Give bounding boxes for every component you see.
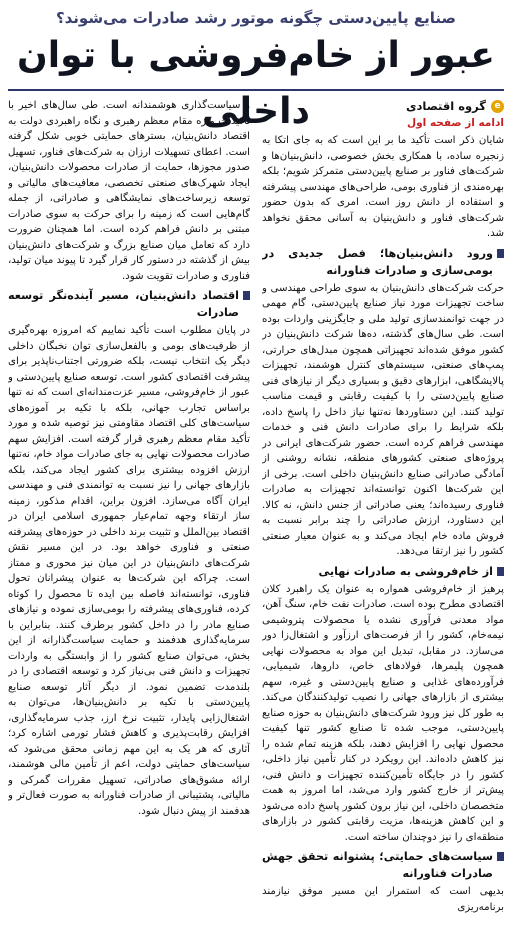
subheading-text: از خام‌فروشی به صادرات نهایی <box>318 564 493 578</box>
subheading-raw-to-final <box>262 563 504 580</box>
header-divider <box>8 89 504 91</box>
article-kicker: صنایع پایین‌دستی چگونه موتور رشد صادرات می‌شوند؟ <box>55 9 457 27</box>
subheading-knowledge-based <box>262 245 504 279</box>
section3-paragraph: بدیهی است که استمرار این مسیر موفق نیازمند برنامه‌ریزی <box>262 886 504 913</box>
desk-byline <box>262 98 504 115</box>
continued-from-front-page: ادامه از صفحه اول <box>407 117 504 129</box>
section-marker-icon <box>243 291 250 300</box>
subheading-support-policies <box>262 848 504 882</box>
conclusion-paragraph: در پایان مطلوب است تأکید نماییم که امروزه بهره‌گیری از ظرفیت‌های بومی و بالفعل‌سازی توان نخبگان داخلی دیگر یک انتخاب نیست، بلکه ضرورتی اجتناب‌ناپذیر برای پیشرفت اقتصادی کشور است. توسعه صنایع پایین‌دستی و عبور از خام‌فروشی، مسیر عزت‌مندانه‌ای است که نه تنها براساس تجارب جهانی، بلکه با تکیه بر آموزه‌های سیاست‌های کلی اقتصاد مقاومتی نیز توصیه شده و مورد تأکید مقام معظم رهبری قرار گرفته است. افزایش سهم صادرات محصولات نهایی به جای صادرات مواد خام، نه‌تنها ارزش افزوده بیشتری برای کشور ایجاد می‌کند، بلکه بازارهای جهانی را نیز نسبت به توانمندی فنی و مهندسی ایران آگاه می‌سازد. افزون براین، اقدام مذکور، زمینه ساز ارتقاء وجهه تمام‌عیار جمهوری اسلامی ایران در اقتصاد بین‌الملل و تثبیت برند داخلی در حوزه‌های پیشرفته صنعتی و فناوری خواهد بود. در این مسیر نقش شرکت‌های دانش‌بنیان در این میان نیز محوری و ممتاز است. چراکه این شرکت‌ها به عنوان پیشرانان تحول فناوری، توانسته‌اند فاصله بین ایده تا محصول را کوتاه کرده، فناوری‌های پیشرفته را بومی‌سازی نموده و نیازهای صنایع مادر را در داخل کشور برطرف کنند. بنابراین با سرمایه‌گذاری هدفمند و حمایت سیاست‌گذارانه از این بخش، می‌توان صنایع کشور را از وابستگی به واردات تجهیزات و دانش فنی بی‌نیاز کرد و توسعه اقتصادی را در بلندمدت تضمین نمود. از دیگر آثار توسعه صنایع پایین‌دستی با تکیه بر دانش‌بنیان‌ها، می‌توان به اشتغال‌زایی پایدار، تثبیت نرخ ارز، جذب سرمایه‌گذاری، افزایش رقابت‌پذیری و کاهش فشار تورمی اشاره کرد؛ آثاری که هر یک به این مهم زمانی محقق می‌شود که سیاست‌های حمایتی دولت، اعم از تأمین مالی هوشمند، ارائه مشوق‌های صادراتی، تسهیل مقررات گمرکی و مالیاتی، پشتیبانی از صادرات فناورانه به صورت فعال‌تر و هدفمند از پیش دنبال شود. <box>8 325 250 817</box>
subheading-knowledge-economy <box>8 287 250 321</box>
left-column <box>8 98 250 930</box>
section-marker-icon <box>497 567 504 576</box>
section1-paragraph: حرکت شرکت‌های دانش‌بنیان به سوی طراحی مهندسی و ساخت تجهیزات مورد نیاز صنایع پایین‌دستی، گام مهمی در جهت توانمندسازی تولید ملی و جایگزینی واردات بوده است. طی سال‌های گذشته، ده‌ها شرکت دانش‌بنیان در کشور موفق شده‌اند تجهیزاتی همچون مبدل‌های حرارتی، پمپ‌های صنعتی، سیستم‌های کنترل هوشمند، تجهیزات پالایشگاهی، ابزارهای دقیق و بسیاری دیگر از نیازهای فنی صنایع پایین‌دستی را با کیفیت رقابتی و قیمت مناسب تولید کنند. این دستاوردها نه‌تنها نیاز داخل را پاسخ داده، بلکه شرایط را برای صادرات دانش فنی و خدمات مهندسی فراهم کرده است. حضور شرکت‌های ایرانی در پروژه‌های صنعتی کشورهای منطقه، نشانه روشنی از آمادگی صادراتی صنایع دانش‌بنیان داخلی است. برخی از این شرکت‌ها اکنون توانسته‌اند تجهیزات به صادرات فناوری رسیده‌اند؛ یعنی صادراتی از جنس دانش، نه کالا. این دستاورد، ارزش صادراتی را چند برابر نسبت به فروش ماده خام ایجاد می‌کند و به عنوان معیار صنعتی کشور را نیز ارتقا می‌دهد. <box>262 282 504 557</box>
article-headline: عبور از خام‌فروشی با توان داخلی <box>17 35 495 132</box>
right-column <box>262 98 504 930</box>
subheading-text: ورود دانش‌بنیان‌ها؛ فصل جدیدی در بومی‌سازی و صادرات فناورانه <box>262 246 493 277</box>
section-marker-icon <box>497 249 504 258</box>
intro-paragraph: شایان ذکر است تأکید ما بر این است که به جای اتکا به زنجیره ساده، با همکاری بخش خصوصی، دانش‌بنیان‌ها و شرکت‌های فناور بر صنایع پایین‌دستی متمرکز شویم؛ بلکه بهره‌مندی از فناوری بومی، طراحی‌های مهندسی پیشرفته و استفاده از دانش روز است. امری که بدون حضور شرکت‌های فناور و دانش‌بنیان به آسانی محقق نخواهد شد. <box>262 135 504 239</box>
section2-paragraph: پرهیز از خام‌فروشی همواره به عنوان یک راهبرد کلان اقتصادی مطرح بوده است. صادرات نفت خام، سنگ آهن، مواد معدنی فرآوری نشده یا محصولات پتروشیمی نیمه‌خام، کشور را از فرصت‌های ارزآور و اشتغال‌زا دور می‌سازد. در مقابل، تبدیل این مواد به محصولات نهایی همچون پلیمرها، فولادهای خاص، داروها، شیمیایی، فرآورده‌های غذایی و صنایع پایین‌دستی و غیره، سهم بیشتری از بازارهای جهانی را نصیب تولیدکنندگان می‌کند. به طور کل نیز ورود شرکت‌های دانش‌بنیان به حوزه صنایع پایین‌دستی، موجب شده تا صنایع کشور تنها کیفیت محصول نهایی را افزایش دهند، بلکه هزینه تمام شده را نیز کاهش داده‌اند. این رویکرد در کنار تأمین نیاز داخلی، کشور را در جایگاه تأمین‌کننده تجهیزات و دانش فنی، پیش‌تر از خارج کشور وارد می‌شد، اما امروز به همت متخصصان داخلی، این نیاز برون کشور پاسخ داده می‌شود و این کاهش هزینه‌ها، مزیت رقابتی کشور در بازارهای منطقه‌ای را نیز دوچندان ساخته است. <box>262 583 504 843</box>
newspaper-logo-icon: e <box>491 100 504 113</box>
policy-paragraph: و سیاست‌گذاری هوشمندانه است. طی سال‌های اخیر با تأکیدات ویژه مقام معظم رهبری و نگاه راهبردی دولت به اقتصاد دانش‌بنیان، بسترهای حمایتی خوبی شکل گرفته است. اعطای تسهیلات ارزان به شرکت‌های فناور، تسهیل صدور مجوزها، حمایت از صادرات محصولات دانش‌بنیان، ایجاد شهرک‌های صنعتی تخصصی، معافیت‌های مالیاتی و توسعه زیرساخت‌های نمایشگاهی و صادراتی، از جمله گام‌هایی است که زمینه را برای حرکت به سوی صادرات مبتنی بر دانش فراهم کرده است. اما همچنان ضرورت دارد که تعامل میان صنایع بزرگ و شرکت‌های دانش‌بنیان بیش از گذشته در دستور کار قرار گیرد تا پیوند میان تولید، فناوری و صادرات تقویت شود. <box>8 100 250 282</box>
subheading-text: سیاست‌های حمایتی؛ پشتوانه تحقق جهش صادرات فناورانه <box>262 850 493 880</box>
desk-name: گروه اقتصادی <box>405 99 486 113</box>
subheading-text: اقتصاد دانش‌بنیان، مسیر آینده‌نگر توسعه صادرات <box>8 289 239 319</box>
section-marker-icon <box>497 852 504 861</box>
